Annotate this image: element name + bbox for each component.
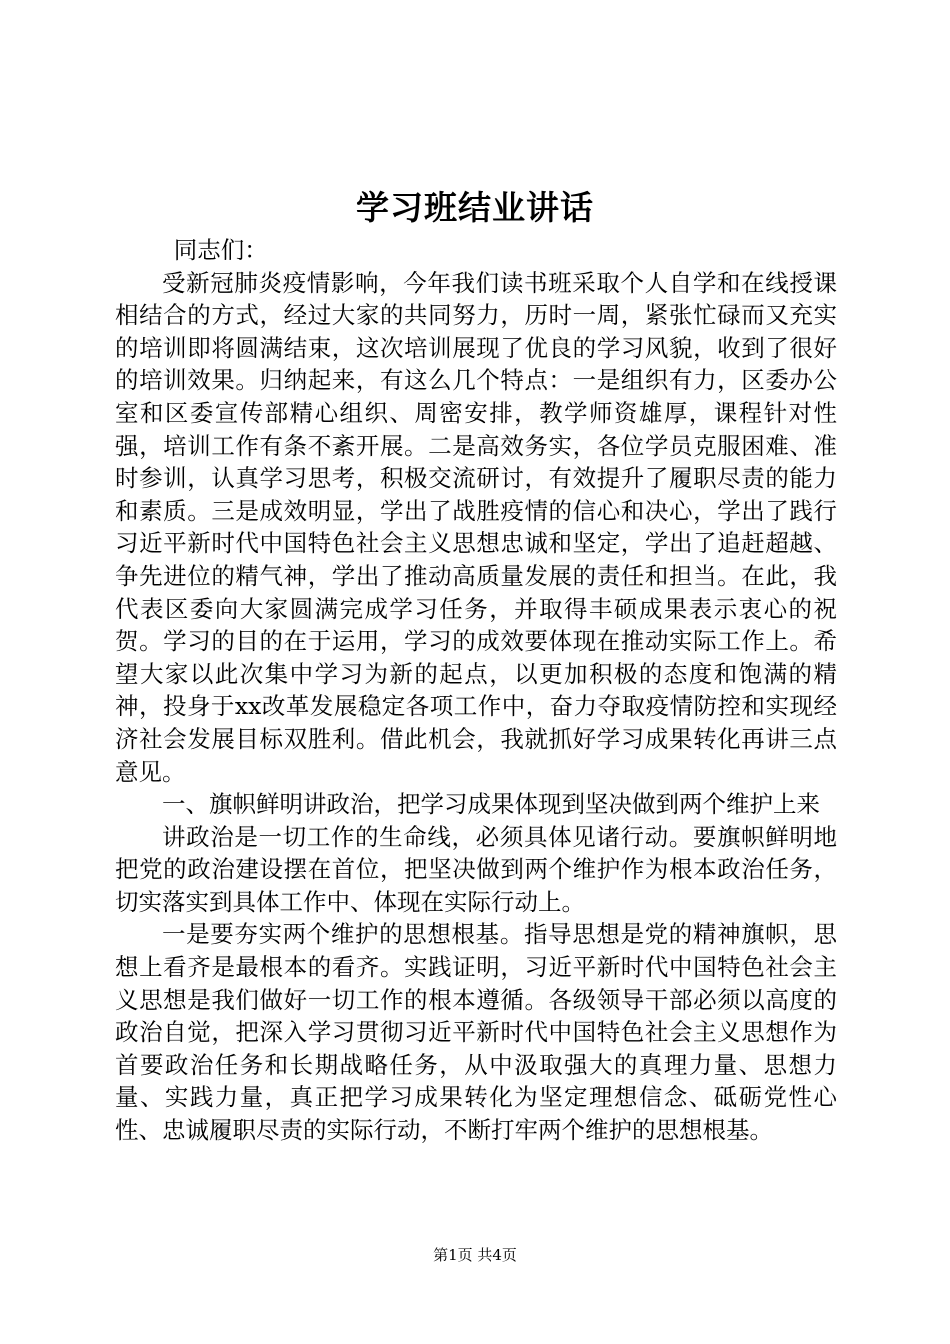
section-heading-1: 一、旗帜鲜明讲政治，把学习成果体现到坚决做到两个维护上来 <box>162 790 820 819</box>
paragraph-section-1: 讲政治是一切工作的生命线，必须具体见诸行动。要旗帜鲜明地把党的政治建设摆在首位，把坚决做到两个维护作为根本政治任务，切实落实到具体工作中、体现在实际行动上。 <box>115 822 837 916</box>
document-body <box>115 234 837 1147</box>
document-title: 学习班结业讲话 <box>356 188 594 227</box>
page-footer: 第1页 共4页 <box>433 1246 517 1264</box>
paragraph-intro: 受新冠肺炎疫情影响，今年我们读书班采取个人自学和在线授课相结合的方式，经过大家的共同努力，历时一周，紧张忙碌而又充实的培训即将圆满结束，这次培训展现了优良的学习风貌，收到了很好的培训效果。归纳起来，有这么几个特点：一是组织有力，区委办公室和区委宣传部精心组织、周密安排，教学师资雄厚，课程针对性强，培训工作有条不紊开展。二是高效务实，各位学员克服困难、准时参训，认真学习思考，积极交流研讨，有效提升了履职尽责的能力和素质。三是成效明显，学出了战胜疫情的信心和决心，学出了践行习近平新时代中国特色社会主义思想忠诚和坚定，学出了追赶超越、争先进位的精气神，学出了推动高质量发展的责任和担当。在此，我代表区委向大家圆满完成学习任务，并取得丰硕成果表示衷心的祝贺。学习的目的在于运用，学习的成效要体现在推动实际工作上。希望大家以此次集中学习为新的起点，以更加积极的态度和饱满的精神，投身于xx改革发展稳定各项工作中，奋力夺取疫情防控和实现经济社会发展目标双胜利。借此机会，我就抓好学习成果转化再讲三点意见。 <box>115 268 837 786</box>
paragraph-point-1: 一是要夯实两个维护的思想根基。指导思想是党的精神旗帜，思想上看齐是最根本的看齐。实践证明，习近平新时代中国特色社会主义思想是我们做好一切工作的根本遵循。各级领导干部必须以高度的政治自觉，把深入学习贯彻习近平新时代中国特色社会主义思想作为首要政治任务和长期战略任务，从中汲取强大的真理力量、思想力量、实践力量，真正把学习成果转化为坚定理想信念、砥砺党性心性、忠诚履职尽责的实际行动，不断打牢两个维护的思想根基。 <box>115 920 837 1145</box>
salutation: 同志们： <box>173 236 268 264</box>
